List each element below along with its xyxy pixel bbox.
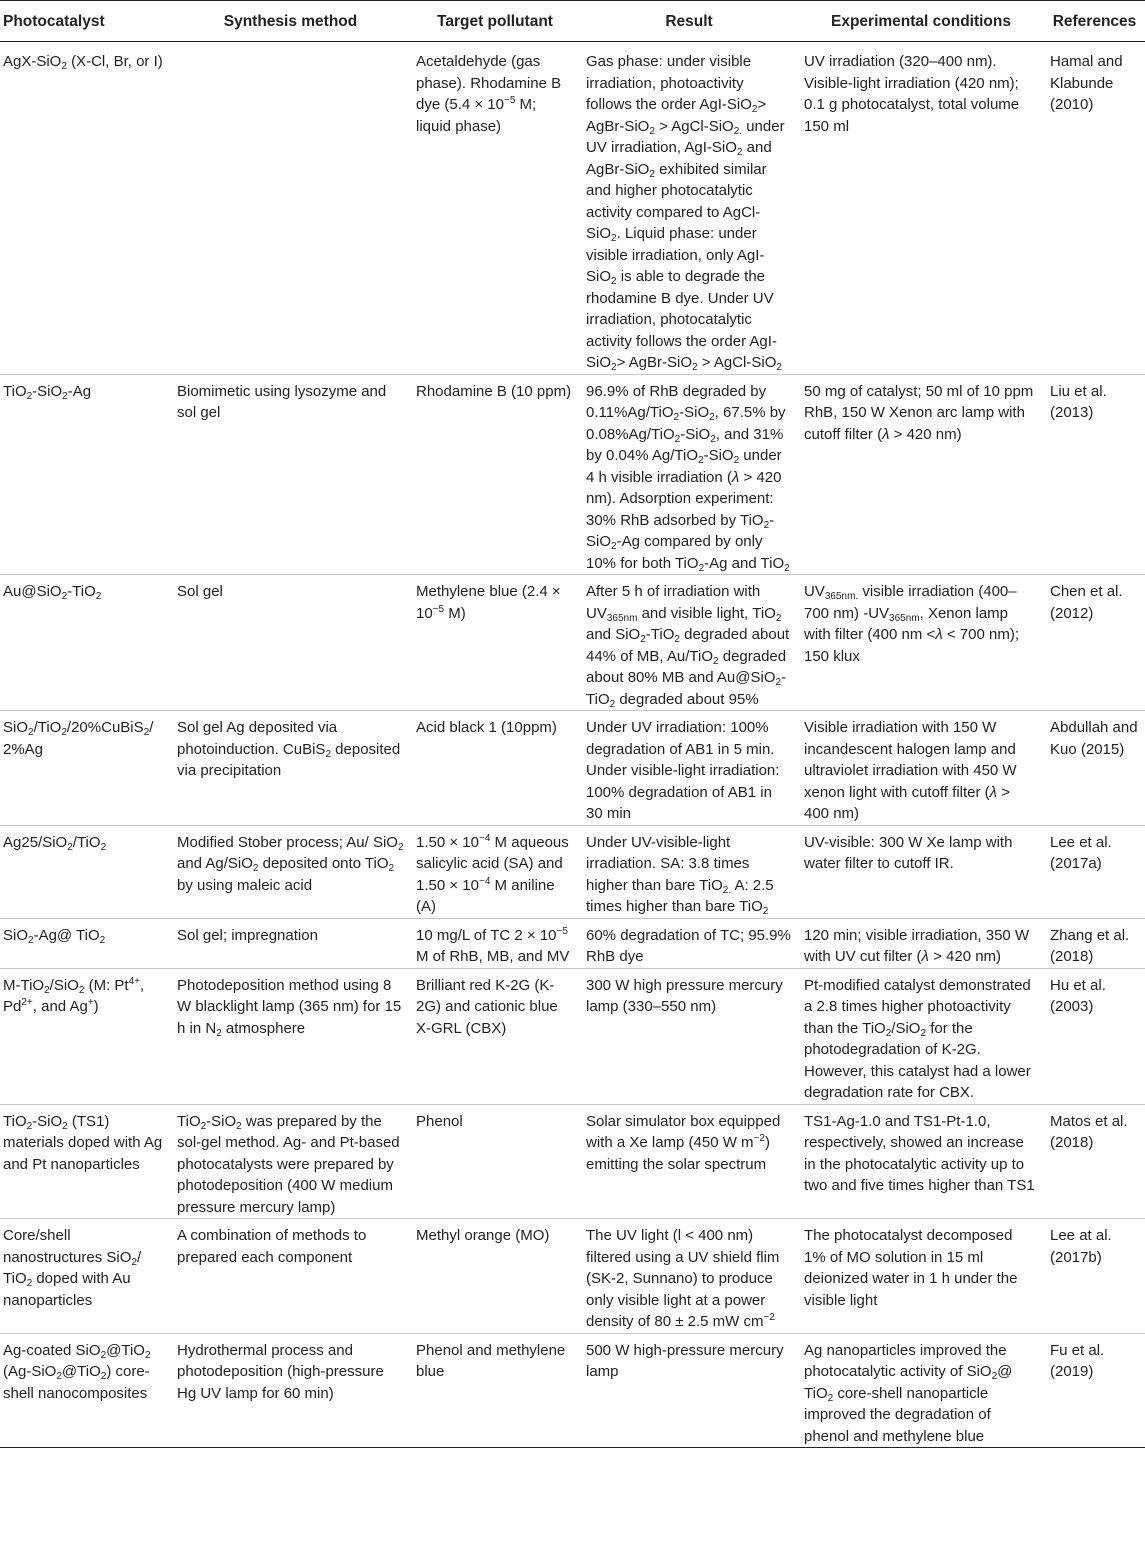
- table-header: [0, 1, 1145, 42]
- cell-synthesis-method: Photodeposition method using 8 W blacklight lamp (365 nm) for 15 h in $N_2$ atmosphere: [171, 968, 410, 1104]
- table-row: [0, 1104, 1145, 1219]
- cell-reference: Liu et al. (2013): [1044, 374, 1145, 575]
- cell-target-pollutant: Methyl orange (MO): [410, 1219, 580, 1334]
- cell-result: After 5 h of irradiation with $UV_{365nm}$ and visible light, TiO$_2$ and SiO$_2$-TiO$_2$ degraded about 44% of MB, Au/TiO$_2$ degraded about 80% MB and Au@SiO$_2$-TiO$_2$ degraded about 95%: [580, 575, 798, 711]
- table-body: [0, 42, 1145, 1448]
- cell-experimental-conditions: UV-visible: 300 W Xe lamp with water filter to cutoff IR.: [798, 825, 1044, 918]
- header-synthesis-method: Synthesis method: [171, 1, 410, 42]
- cell-synthesis-method: Modified Stober process; Au/ SiO$_2$ and Ag/SiO$_2$ deposited onto TiO$_2$ by using maleic acid: [171, 825, 410, 918]
- table-row: [0, 825, 1145, 918]
- cell-result: Under UV irradiation: 100% degradation of AB1 in 5 min. Under visible-light irradiation: 100% degradation of AB1 in 30 min: [580, 711, 798, 826]
- cell-reference: Hamal and Klabunde (2010): [1050, 53, 1123, 113]
- table-row: [0, 575, 1145, 711]
- cell-target-pollutant: 10 mg/L of TC $2 \times 10^{-5}$ M of RhB, MB, and MV: [410, 918, 580, 968]
- cell-reference: Hu et al. (2003): [1044, 968, 1145, 1104]
- cell-experimental-conditions: The photocatalyst decomposed 1% of MO solution in 15 ml deionized water in 1 h under the visible light: [798, 1219, 1044, 1334]
- cell-experimental-conditions: TS1-Ag-1.0 and TS1-Pt-1.0, respectively, showed an increase in the photocatalytic activity up to two and five times higher than TS1: [798, 1104, 1044, 1219]
- cell-synthesis-method: [171, 42, 410, 375]
- cell-photocatalyst: SiO$_2$-Ag@ TiO$_2$: [0, 918, 171, 968]
- header-target-pollutant: Target pollutant: [410, 1, 580, 42]
- cell-synthesis-method: TiO$_2$-SiO$_2$ was prepared by the sol-gel method. Ag- and Pt-based photocatalysts were prepared by photodeposition (400 W medium pressure mercury lamp): [171, 1104, 410, 1219]
- cell-target-pollutant: $1.50 \times 10^{-4}$ M aqueous salicylic acid (SA) and $1.50 \times 10^{-4}$ M aniline (A): [410, 825, 580, 918]
- cell-photocatalyst: M-TiO$_2$/SiO$_2$ (M: $Pt^{4+}$, $Pd^{2+}$, and Ag+): [0, 968, 171, 1104]
- header-experimental-conditions: Experimental conditions: [798, 1, 1044, 42]
- cell-target-pollutant: Phenol: [410, 1104, 580, 1219]
- cell-experimental-conditions: UV irradiation (320–400 nm). Visible-light irradiation (420 nm); 0.1 g photocatalyst, total volume 150 ml: [804, 53, 1020, 135]
- cell-reference: Matos et al. (2018): [1044, 1104, 1145, 1219]
- cell-result: Solar simulator box equipped with a Xe lamp (450 W $m^{-2}$) emitting the solar spectrum: [580, 1104, 798, 1219]
- cell-result: Under UV-visible-light irradiation. SA: 3.8 times higher than bare TiO$_{2.}$ A: 2.5 times higher than bare TiO$_2$: [580, 825, 798, 918]
- header-row: [0, 1, 1145, 42]
- cell-photocatalyst: Core/shell nanostructures SiO$_2$/ TiO$_2$ doped with Au nanoparticles: [0, 1219, 171, 1334]
- table-row: [0, 711, 1145, 826]
- cell-synthesis-method: Biomimetic using lysozyme and sol gel: [171, 374, 410, 575]
- cell-experimental-conditions: 120 min; visible irradiation, 350 W with UV cut filter (λ > 420 nm): [798, 918, 1044, 968]
- cell-synthesis-method: Sol gel: [171, 575, 410, 711]
- cell-photocatalyst: TiO$_2$-SiO$_2$ (TS1) materials doped with Ag and Pt nanoparticles: [0, 1104, 171, 1219]
- cell-target-pollutant: Phenol and methylene blue: [410, 1333, 580, 1448]
- cell-synthesis-method: Hydrothermal process and photodeposition (high-pressure Hg UV lamp for 60 min): [171, 1333, 410, 1448]
- header-photocatalyst: Photocatalyst: [0, 1, 171, 42]
- cell-target-pollutant: Acetaldehyde (gas phase). Rhodamine B dye ($5.4 \times 10^{-5}$ M; liquid phase): [416, 53, 562, 135]
- table-row: [0, 1333, 1145, 1448]
- cell-result: 60% degradation of TC; 95.9% RhB dye: [580, 918, 798, 968]
- cell-photocatalyst: TiO$_2$-SiO$_2$-Ag: [0, 374, 171, 575]
- table-row: [0, 1219, 1145, 1334]
- cell-photocatalyst: Ag25/SiO$_2$/TiO$_2$: [0, 825, 171, 918]
- table-row: [0, 968, 1145, 1104]
- cell-photocatalyst: Ag-coated SiO$_2$@TiO$_2$ (Ag-SiO$_2$@TiO$_2$) core-shell nanocomposites: [0, 1333, 171, 1448]
- cell-experimental-conditions: Ag nanoparticles improved the photocatalytic activity of SiO$_2$@ TiO$_2$ core-shell nanoparticle improved the degradation of phenol and methylene blue: [798, 1333, 1044, 1448]
- table-row: [0, 42, 1145, 375]
- cell-result: The UV light (l < 400 nm) filtered using a UV shield flim (SK-2, Sunnano) to produce only visible light at a power density of 80 ± 2.5 mW $cm^{-2}$: [580, 1219, 798, 1334]
- cell-result: Gas phase: under visible irradiation, photoactivity follows the order AgI-SiO$_2$> AgBr-SiO$_2$ > AgCl-SiO$_{2.}$ under UV irradiation, AgI-SiO$_2$ and AgBr-SiO$_2$ exhibited similar and higher photocatalytic activity compared to AgCl-SiO$_2$. Liquid phase: under visible irradiation, only AgI-SiO$_2$ is able to degrade the rhodamine B dye. Under UV irradiation, photocatalytic activity follows the order AgI-SiO$_2$> AgBr-SiO$_2$ > AgCl-SiO$_2$: [586, 53, 785, 373]
- cell-result: 96.9% of RhB degraded by 0.11%Ag/TiO$_2$-SiO$_2$, 67.5% by 0.08%Ag/TiO$_2$-SiO$_2$, and 31% by 0.04% Ag/TiO$_2$-SiO$_2$ under 4 h visible irradiation (λ > 420 nm). Adsorption experiment: 30% RhB adsorbed by TiO$_2$-SiO$_2$-Ag compared by only 10% for both TiO$_2$-Ag and TiO$_2$: [580, 374, 798, 575]
- table-row: [0, 374, 1145, 575]
- cell-synthesis-method: A combination of methods to prepared each component: [171, 1219, 410, 1334]
- header-result: Result: [580, 1, 798, 42]
- cell-experimental-conditions: $UV_{365nm.}$ visible irradiation (400–700 nm) $-UV_{365nm}$, Xenon lamp with filter (400 nm <λ < 700 nm); 150 klux: [798, 575, 1044, 711]
- cell-reference: Fu et al. (2019): [1044, 1333, 1145, 1448]
- cell-synthesis-method: Sol gel Ag deposited via photoinduction. CuBiS$_2$ deposited via precipitation: [171, 711, 410, 826]
- table-row: [0, 918, 1145, 968]
- cell-photocatalyst: Au@SiO$_2$-TiO$_2$: [0, 575, 171, 711]
- cell-target-pollutant: Acid black 1 (10ppm): [410, 711, 580, 826]
- cell-reference: Zhang et al. (2018): [1044, 918, 1145, 968]
- cell-reference: Lee et al. (2017a): [1044, 825, 1145, 918]
- cell-experimental-conditions: Visible irradiation with 150 W incandescent halogen lamp and ultraviolet irradiation with 450 W xenon light with cutoff filter (λ > 400 nm): [798, 711, 1044, 826]
- cell-result: 300 W high pressure mercury lamp (330–550 nm): [580, 968, 798, 1104]
- header-references: References: [1044, 1, 1145, 42]
- cell-target-pollutant: Methylene blue ($2.4 \times 10^{-5}$ M): [410, 575, 580, 711]
- cell-reference: Lee at al. (2017b): [1044, 1219, 1145, 1334]
- cell-reference: Abdullah and Kuo (2015): [1044, 711, 1145, 826]
- cell-synthesis-method: Sol gel; impregnation: [171, 918, 410, 968]
- cell-photocatalyst: SiO$_2$/TiO$_2$/20%CuBiS$_2$/ 2%Ag: [0, 711, 171, 826]
- cell-experimental-conditions: 50 mg of catalyst; 50 ml of 10 ppm RhB, 150 W Xenon arc lamp with cutoff filter (λ > 420 nm): [798, 374, 1044, 575]
- cell-target-pollutant: Brilliant red K-2G (K-2G) and cationic blue X-GRL (CBX): [410, 968, 580, 1104]
- cell-photocatalyst: AgX-SiO$_2$ (X-Cl, Br, or I): [3, 53, 163, 72]
- cell-experimental-conditions: Pt-modified catalyst demonstrated a 2.8 times higher photoactivity than the TiO$_2$/SiO$_2$ for the photodegradation of K-2G. However, this catalyst had a lower degradation rate for CBX.: [798, 968, 1044, 1104]
- cell-reference: Chen et al. (2012): [1044, 575, 1145, 711]
- cell-target-pollutant: Rhodamine B (10 ppm): [410, 374, 580, 575]
- cell-result: 500 W high-pressure mercury lamp: [580, 1333, 798, 1448]
